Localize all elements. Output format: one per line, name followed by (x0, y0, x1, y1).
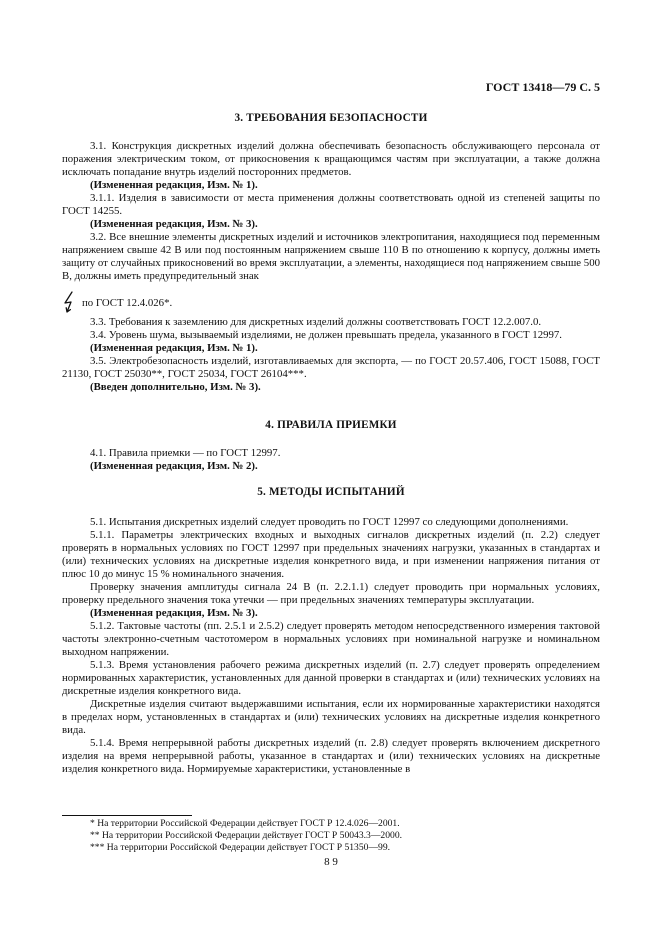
clause-3-1: 3.1. Конструкция дискретных изделий должна обеспечивать безопасность обслуживающего персонала от поражения электрическим током, от прикосновения к вращающимся частям при эксплуатации, а также должна исключать попадание внутрь изделий посторонних предметов. (62, 140, 600, 178)
section-5-title: 5. МЕТОДЫ ИСПЫТАНИЙ (257, 486, 405, 498)
edit-note: (Измененная редакция, Изм. № 2). (90, 460, 258, 472)
edit-note: (Измененная редакция, Изм. № 1). (90, 179, 258, 191)
footnote-divider (62, 815, 192, 816)
clause-3-3: 3.3. Требования к заземлению для дискретных изделий должны соответствовать ГОСТ 12.2.007.0. (90, 316, 542, 328)
section-3-body (62, 140, 600, 283)
edit-note: (Измененная редакция, Изм. № 3). (90, 218, 258, 230)
edit-note: (Измененная редакция, Изм. № 3). (90, 607, 258, 619)
clause-4-1: 4.1. Правила приемки — по ГОСТ 12997. (90, 447, 281, 459)
edit-note: (Введен дополнительно, Изм. № 3). (90, 381, 261, 393)
warning-sign-row (62, 291, 600, 313)
footnotes (62, 818, 600, 854)
section-3-title: 3. ТРЕБОВАНИЯ БЕЗОПАСНОСТИ (234, 112, 428, 124)
clause-3-2: 3.2. Все внешние элементы дискретных изделий и источников электропитания, находящиеся под переменным напряжением свыше 42 В или под постоянным напряжением свыше 110 В по отношению к корпусу, должны иметь защиту от случайных прикосновений во время эксплуатации, а элементы, находящиеся под напряжением свыше 500 В, должны иметь предупредительный знак (62, 231, 600, 282)
clause-3-1-1: 3.1.1. Изделия в зависимости от места применения должны соответствовать одной из степеней защиты по ГОСТ 14255. (62, 192, 600, 217)
document-page (62, 0, 600, 936)
lightning-warning-icon (62, 291, 78, 313)
clause-5-1-1: 5.1.1. Параметры электрических входных и выходных сигналов дискретных изделий (п. 2.2) следует проверять в нормальных условиях по ГОСТ 12997 при предельных значениях нагрузки, указанных в стандартах и (или) технических условиях на дискретные изделия конкретного вида, и при изменении напряжения питания от плюс 10 до минус 15 % номинального значения. (62, 529, 600, 580)
clause-5-1-4: 5.1.4. Время непрерывной работы дискретных изделий (п. 2.8) следует проверять включением дискретного изделия на время непрерывной работы, указанное в стандартах и (или) технических условиях на дискретные изделия конкретного вида. Нормируемые характеристики, установленные в (62, 737, 600, 775)
clause-3-4: 3.4. Уровень шума, вызываемый изделиями, не должен превышать предела, указанного в ГОСТ 12997. (90, 329, 562, 341)
paragraph: Проверку значения амплитуды сигнала 24 В (п. 2.2.1.1) следует проводить при нормальных условиях, проверку предельного значения тока утечки — при предельных значениях температуры эксплуатации. (62, 581, 600, 606)
section-4-body (62, 447, 600, 473)
paragraph: Дискретные изделия считают выдержавшими испытания, если их нормированные характеристики находятся в пределах норм, установленных в стандартах и (или) технических условиях на дискретные изделия конкретного вида. (62, 698, 600, 736)
section-4-title: 4. ПРАВИЛА ПРИЕМКИ (265, 419, 397, 431)
footnote: ** На территории Российской Федерации действует ГОСТ Р 50043.3—2000. (90, 830, 403, 841)
edit-note: (Измененная редакция, Изм. № 1). (90, 342, 258, 354)
page-number: 8 9 (324, 856, 338, 868)
clause-3-5: 3.5. Электробезопасность изделий, изготавливаемых для экспорта, — по ГОСТ 20.57.406, ГОСТ 15088, ГОСТ 21130, ГОСТ 25030**, ГОСТ 25034, ГОСТ 26104***. (62, 355, 600, 380)
clause-5-1-2: 5.1.2. Тактовые частоты (пп. 2.5.1 и 2.5.2) следует проверять методом непосредственного измерения тактовой частоты электронно-счетным частотомером в нормальных условиях при номинальной нагрузке и номинальном выходном напряжении. (62, 620, 600, 658)
section-3-body-cont (62, 316, 600, 394)
footnote: *** На территории Российской Федерации действует ГОСТ Р 51350—99. (90, 842, 391, 853)
clause-3-2-tail: по ГОСТ 12.4.026*. (82, 297, 173, 309)
clause-5-1-3: 5.1.3. Время установления рабочего режима дискретных изделий (п. 2.7) следует проверять определением нормированных характеристик, установленных для данной проверки в стандартах и (или) технических условиях на дискретные изделия конкретного вида. (62, 659, 600, 697)
clause-5-1: 5.1. Испытания дискретных изделий следует проводить по ГОСТ 12997 со следующими дополнениями. (90, 516, 569, 528)
running-header: ГОСТ 13418—79 С. 5 (485, 80, 600, 94)
section-5-body (62, 516, 600, 776)
footnote: * На территории Российской Федерации действует ГОСТ Р 12.4.026—2001. (90, 818, 400, 829)
